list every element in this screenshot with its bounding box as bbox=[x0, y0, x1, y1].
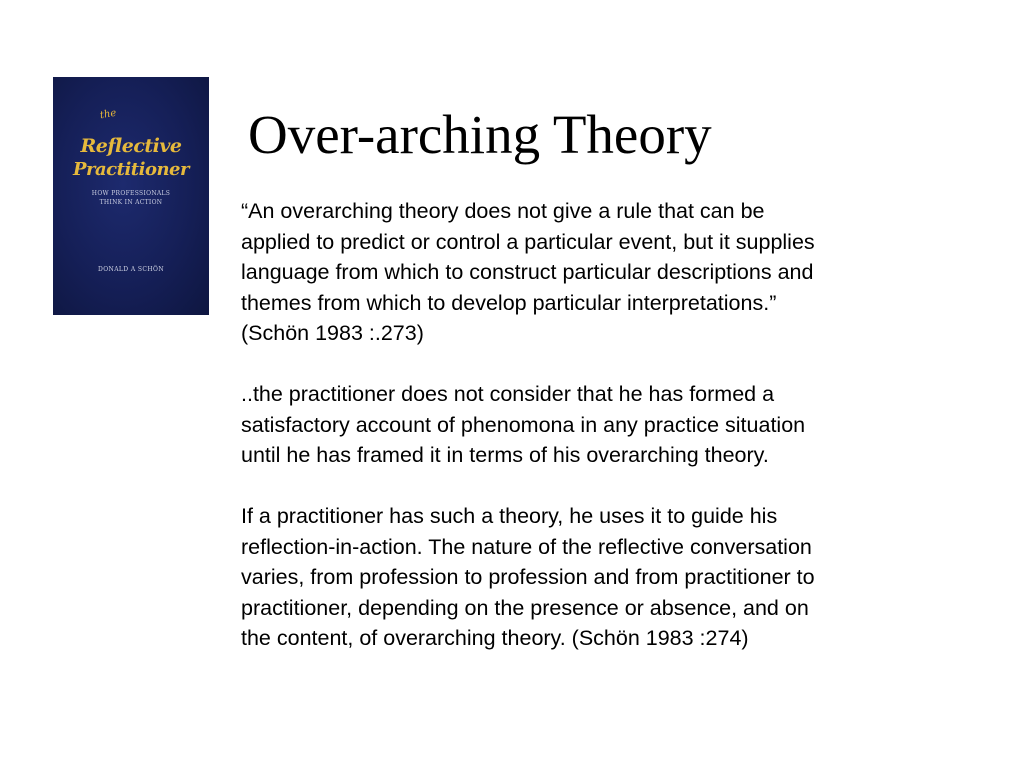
text-line: satisfactory account of phenomona in any practice situation bbox=[241, 412, 806, 437]
text-line: practitioner, depending on the presence or absence, and on bbox=[241, 595, 809, 620]
text-line: ..the practitioner does not consider that he has formed a bbox=[241, 382, 775, 406]
text-line: reflection-in-action. The nature of the reflective conversation bbox=[241, 534, 812, 559]
text-line: If a practitioner has such a theory, he uses it to guide his bbox=[241, 504, 778, 528]
text-line: language from which to construct particular descriptions and bbox=[241, 260, 814, 284]
book-cover-title-line-1: Reflective bbox=[80, 135, 182, 157]
book-cover-the: the bbox=[99, 107, 118, 122]
slide-title: Over-arching Theory bbox=[248, 104, 712, 165]
text-line: “An overarching theory does not give a rule that can be bbox=[241, 199, 765, 223]
text-line: varies, from profession to profession and from practitioner to bbox=[241, 565, 815, 589]
text-line: until he has framed it in terms of his overarching theory. bbox=[241, 443, 769, 467]
text-line: themes from which to develop particular interpretations.” bbox=[241, 290, 777, 315]
book-cover-author: DONALD A SCHÖN bbox=[98, 266, 164, 273]
slide-body bbox=[241, 196, 941, 684]
text-line: the content, of overarching theory. (Schön 1983 :274) bbox=[241, 626, 749, 650]
book-cover-title-line-2: Practitioner bbox=[73, 159, 189, 180]
book-cover-subtitle-line-1: HOW PROFESSIONALS bbox=[91, 190, 171, 197]
quote-paragraph bbox=[241, 196, 941, 349]
book-cover-image bbox=[53, 77, 209, 315]
reflection-paragraph bbox=[241, 501, 941, 654]
book-cover-subtitle bbox=[53, 189, 209, 207]
practitioner-paragraph bbox=[241, 379, 941, 471]
text-line: applied to predict or control a particular event, but it supplies bbox=[241, 229, 815, 254]
book-cover-subtitle-line-2: THINK IN ACTION bbox=[99, 199, 163, 206]
text-line: (Schön 1983 :.273) bbox=[241, 321, 424, 345]
